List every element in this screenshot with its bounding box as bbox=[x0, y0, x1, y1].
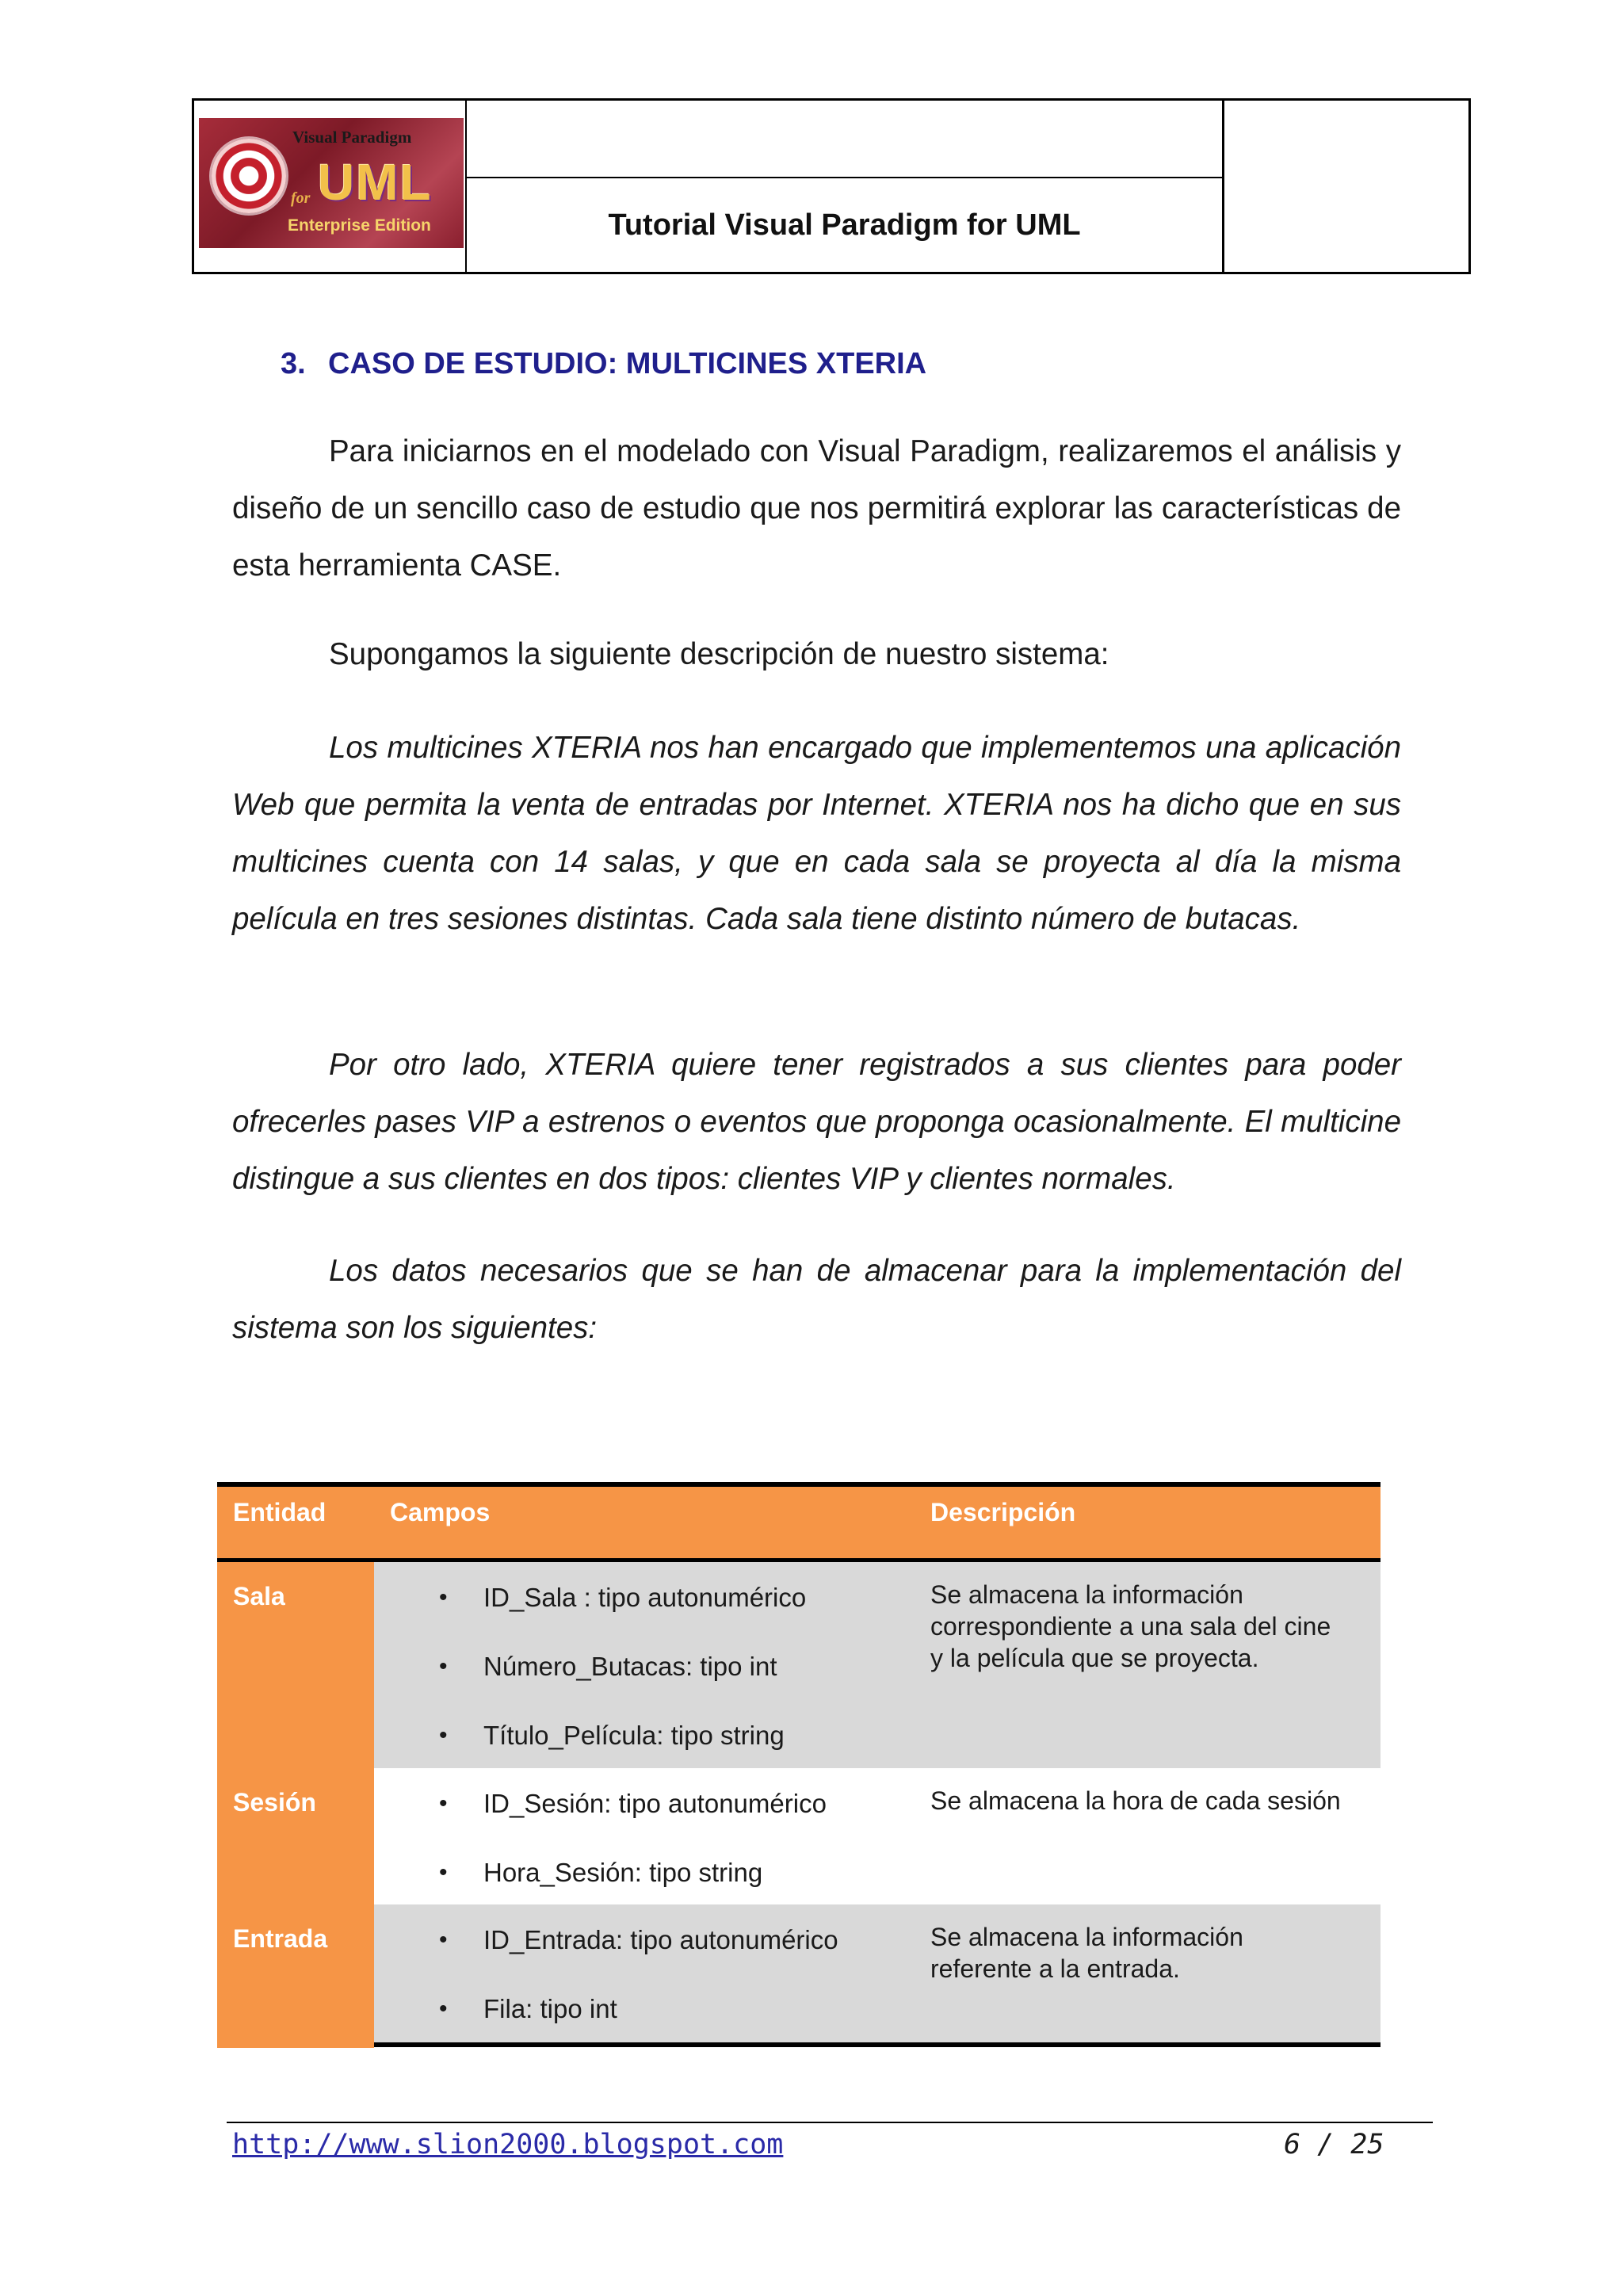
clients-paragraph: Por otro lado, XTERIA quiere tener registrados a sus clientes para poder ofrecerles pases VIP a estrenos o eventos que proponga ocasionalmente. El multicine distingue a sus clientes en dos tipos: clientes VIP y clientes normales. bbox=[232, 1048, 1401, 1196]
bullet-icon: • bbox=[439, 1790, 448, 1817]
logo-brand-text: Visual Paradigm bbox=[292, 128, 412, 147]
list-item: • Título_Película: tipo string bbox=[439, 1721, 785, 1750]
case-description-paragraph: Los multicines XTERIA nos han encargado que implementemos una aplicación Web que permita la venta de entradas por Internet. XTERIA nos ha dicho que en sus multicines cuenta con 14 salas, y que en cada sala se proyecta al día la misma película en tres sesiones distintas. Cada sala tiene distinto número de butacas. bbox=[232, 731, 1401, 936]
list-item: • Hora_Sesión: tipo string bbox=[439, 1858, 763, 1887]
entity-name: Entrada bbox=[233, 1924, 328, 1953]
bullet-icon: • bbox=[439, 1927, 448, 1953]
header-right-cell bbox=[1222, 101, 1468, 272]
section-title: CASO DE ESTUDIO: MULTICINES XTERIA bbox=[328, 347, 927, 380]
logo-uml-text: UML bbox=[318, 154, 433, 211]
swirl-logo-icon bbox=[212, 139, 286, 213]
entity-name: Sesión bbox=[233, 1788, 316, 1817]
bullet-icon: • bbox=[439, 1996, 448, 2022]
document-title: Tutorial Visual Paradigm for UML bbox=[608, 208, 1081, 242]
page-number: 6 / 25 bbox=[1284, 2129, 1384, 2160]
bullet-icon: • bbox=[439, 1859, 448, 1885]
section-number: 3. bbox=[281, 347, 306, 380]
bullet-icon: • bbox=[439, 1584, 448, 1610]
entities-table bbox=[217, 1482, 1381, 2048]
list-item: • ID_Entrada: tipo autonumérico bbox=[439, 1925, 838, 1954]
header-entidad: Entidad bbox=[233, 1498, 327, 1526]
field-list bbox=[439, 1788, 915, 1926]
header-title-cell bbox=[467, 101, 1222, 272]
list-item: • ID_Sesión: tipo autonumérico bbox=[439, 1789, 827, 1818]
visual-paradigm-logo bbox=[199, 118, 464, 248]
header-logo-cell bbox=[194, 101, 467, 272]
bullet-icon: • bbox=[439, 1653, 448, 1679]
header-descripcion: Descripción bbox=[930, 1498, 1076, 1526]
field-list bbox=[439, 1582, 915, 1789]
section-heading bbox=[281, 347, 926, 381]
list-item: • Número_Butacas: tipo int bbox=[439, 1652, 777, 1681]
footer-rule bbox=[227, 2122, 1433, 2123]
entity-description: Se almacena la información referente a la entrada. bbox=[930, 1923, 1243, 1983]
footer-blog-link[interactable]: http://www.slion2000.blogspot.com bbox=[232, 2129, 784, 2160]
list-item: • ID_Sala : tipo autonumérico bbox=[439, 1583, 807, 1612]
field-list bbox=[439, 1924, 915, 2062]
list-item: • Fila: tipo int bbox=[439, 1994, 617, 2023]
logo-edition-text: Enterprise Edition bbox=[288, 216, 431, 235]
entity-name: Sala bbox=[233, 1582, 285, 1610]
bullet-icon: • bbox=[439, 1722, 448, 1748]
system-intro-paragraph: Supongamos la siguiente descripción de nuestro sistema: bbox=[329, 637, 1109, 671]
entity-description: Se almacena la hora de cada sesión bbox=[930, 1786, 1341, 1815]
logo-for-text: for bbox=[291, 189, 311, 207]
entity-description: Se almacena la información correspondiente a una sala del cine y la película que se proyecta. bbox=[930, 1580, 1331, 1672]
page-header bbox=[192, 98, 1471, 274]
header-empty-cell bbox=[467, 101, 1222, 178]
intro-paragraph: Para iniciarnos en el modelado con Visual Paradigm, realizaremos el análisis y diseño de un sencillo caso de estudio que nos permitirá explorar las características de esta herramienta CASE. bbox=[232, 434, 1401, 583]
data-intro-paragraph: Los datos necesarios que se han de almacenar para la implementación del sistema son los siguientes: bbox=[232, 1254, 1401, 1345]
header-campos: Campos bbox=[390, 1498, 491, 1526]
